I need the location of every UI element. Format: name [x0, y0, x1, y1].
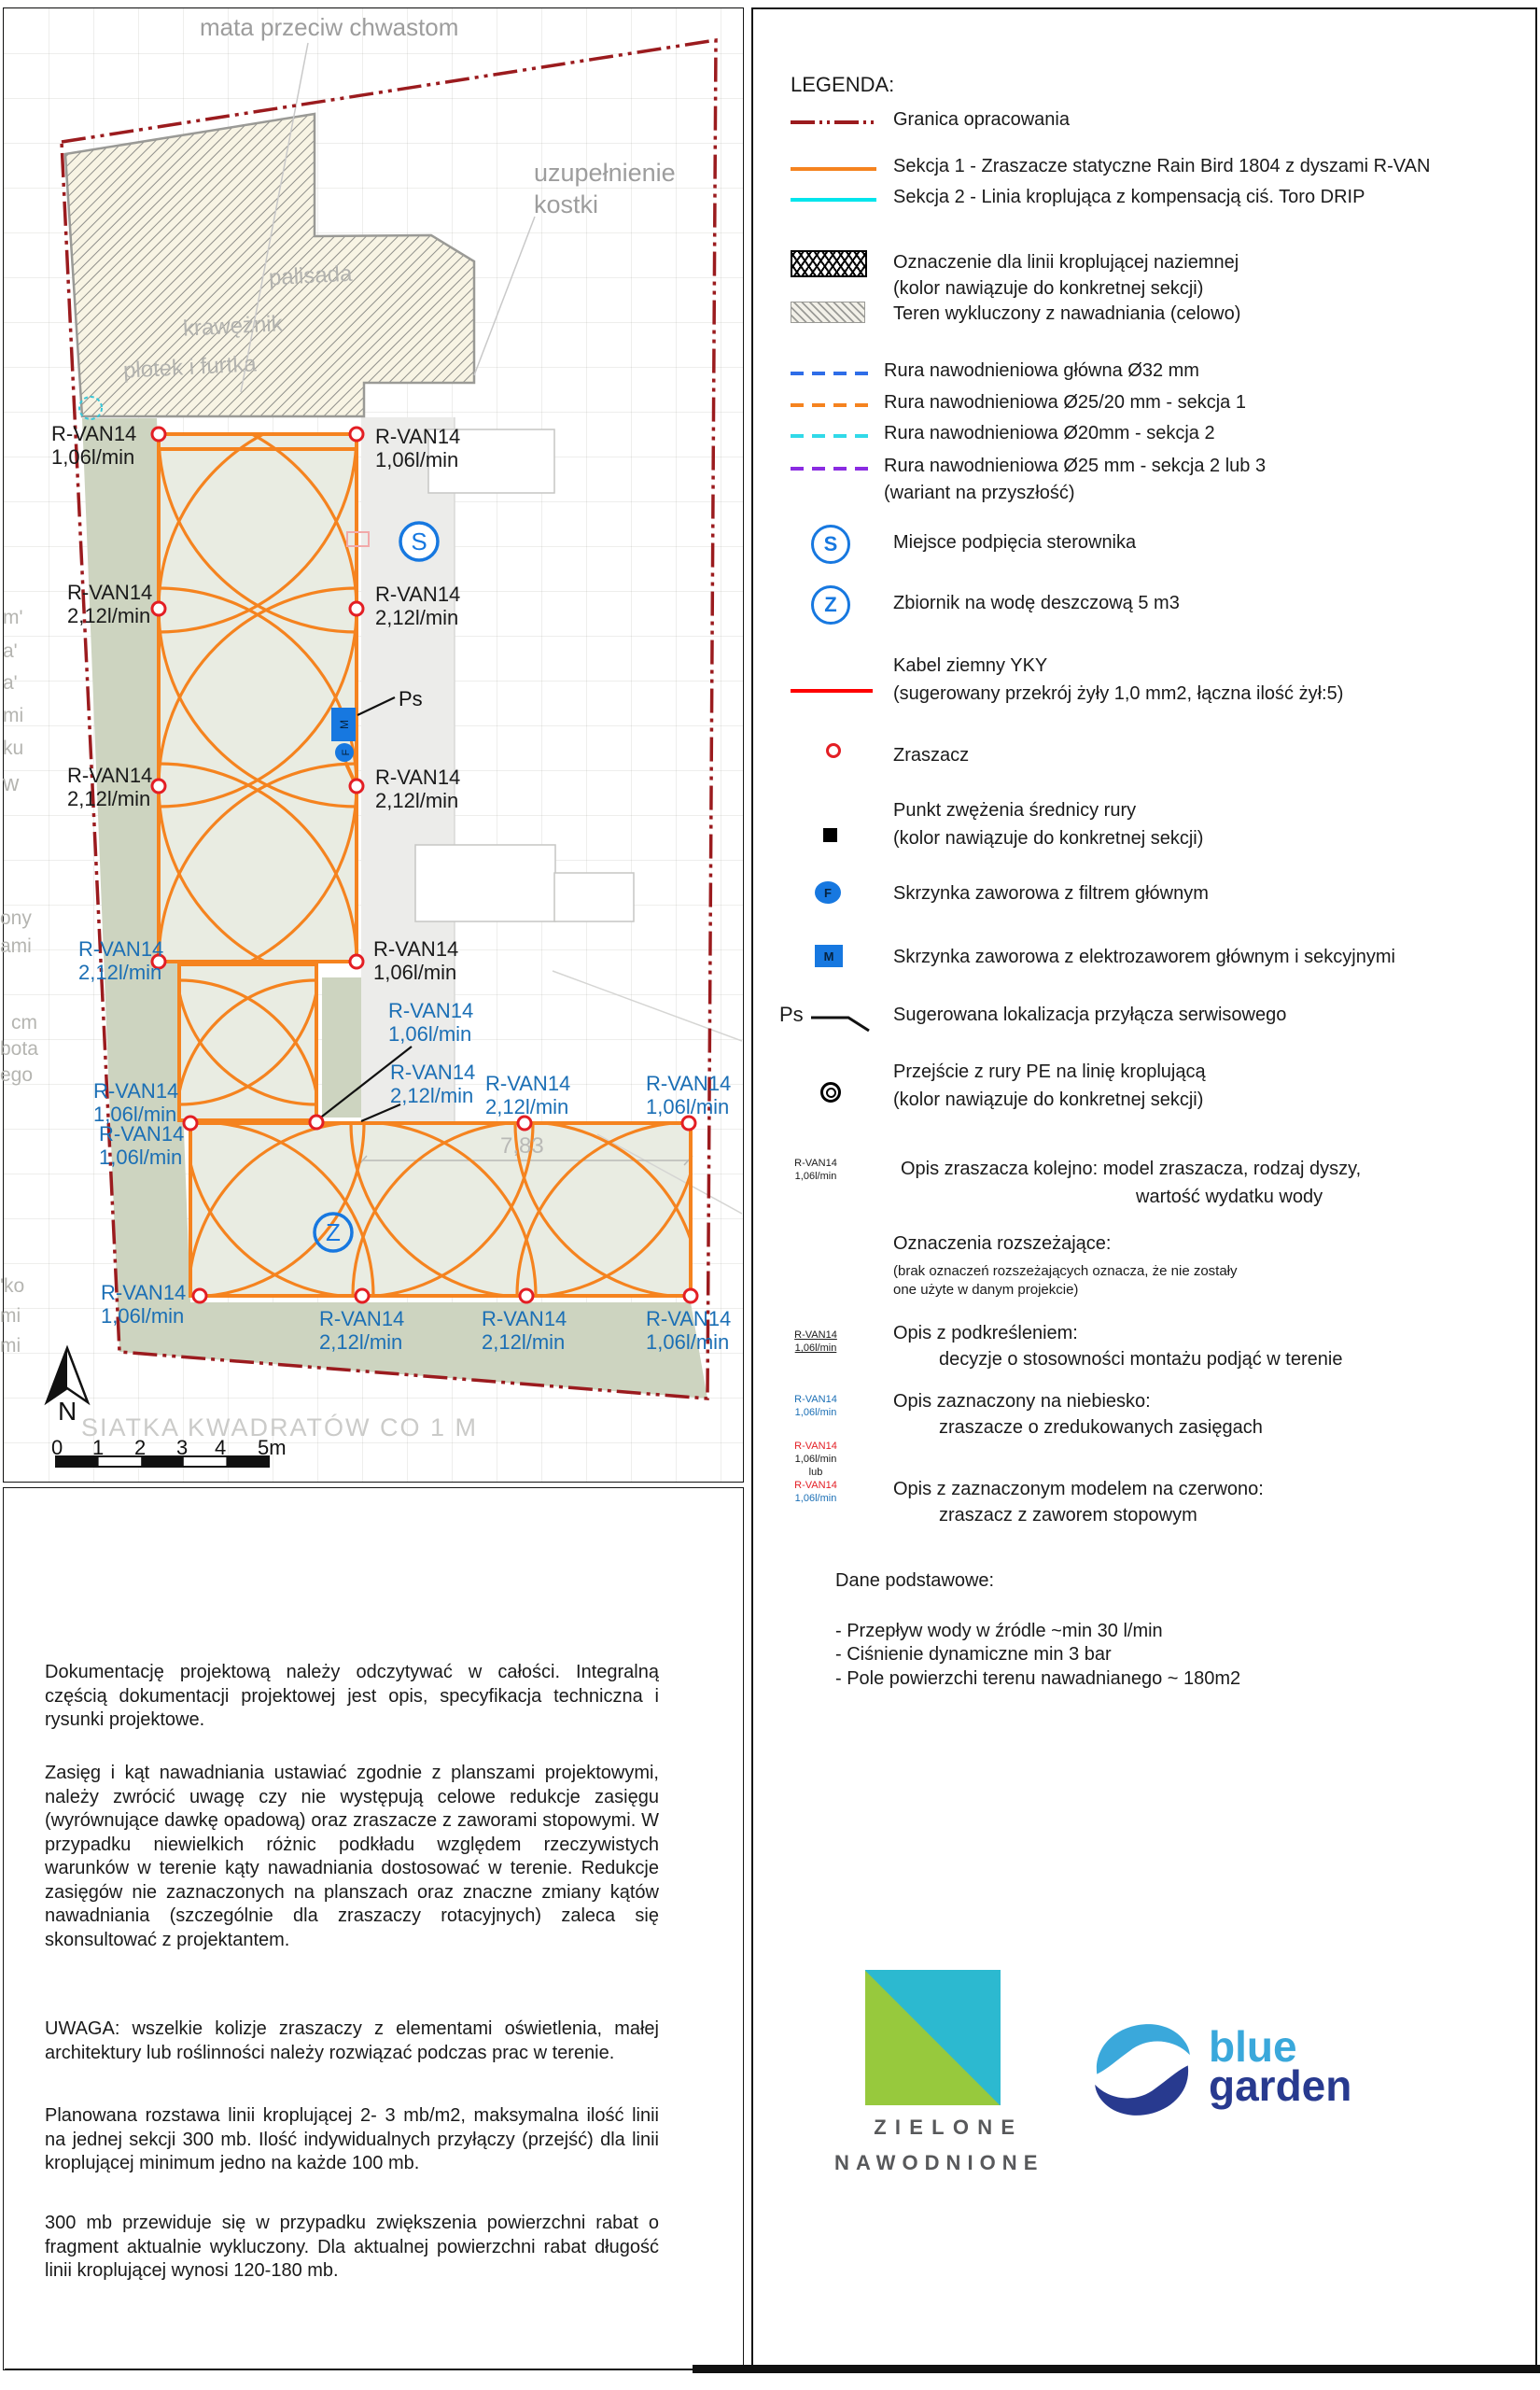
legend-sublabel: (kolor nawiązuje do konkretnej sekcji): [893, 1090, 1204, 1110]
legend-label: Opis z zaznaczonym modelem na czerwono:: [893, 1479, 1264, 1499]
note-paragraph: 300 mb przewiduje się w przypadku zwiększenia powierzchni rabat o fragment aktualnie wykluczony. Dla aktualnej powierzchni rabat długość linii kroplującej wynosi 120-180 mb.: [45, 2213, 659, 2281]
plan-text: Ps: [399, 687, 423, 710]
legend-label: Sekcja 2 - Linia kroplująca z kompensacją ciś. Toro DRIP: [893, 187, 1365, 207]
plan-text: w: [3, 771, 20, 796]
zielone-nawodnione-logo: [865, 1970, 1001, 2105]
plan-text: palisada: [268, 260, 354, 291]
sprinkler-label: R-VAN14 2,12l/min: [390, 1061, 476, 1107]
sprinkler-label: R-VAN14 2,12l/min: [485, 1072, 571, 1118]
basic-data-line: - Pole powierzchi terenu nawadnianego ~ 180m2: [835, 1668, 1241, 1689]
plan-text: uzupełnienie: [534, 159, 676, 187]
svg-text:Z: Z: [326, 1218, 341, 1246]
filter-box-letter: F: [341, 749, 352, 756]
legend-sublabel: zraszacz z zaworem stopowym: [939, 1505, 1197, 1525]
pipe-s1-swatch: [791, 401, 876, 409]
plan-text: 7,83: [500, 1133, 544, 1159]
legend-label: Rura nawodnieniowa Ø25 mm - sekcja 2 lub 3: [884, 456, 1267, 476]
blue-garden-text-garden: garden: [1209, 2061, 1352, 2110]
sprinkler-label: R-VAN14 2,12l/min: [375, 766, 461, 812]
plan-text: a': [3, 640, 18, 662]
basic-data-title: Dane podstawowe:: [835, 1570, 995, 1591]
legend-sublabel: zraszacze o zredukowanych zasięgach: [939, 1417, 1263, 1438]
sprinkler-label: R-VAN14 2,12l/min: [67, 764, 153, 810]
blue-garden-text-blue: blue: [1209, 2022, 1297, 2071]
legend-label: Sekcja 1 - Zraszacze statyczne Rain Bird 1804 z dyszami R-VAN: [893, 156, 1431, 176]
legend-sublabel: (kolor nawiązuje do konkretnej sekcji): [893, 278, 1204, 299]
legend-label: Oznaczenie dla linii kroplującej naziemnej: [893, 252, 1239, 273]
legend-sublabel: decyzje o stosowności montażu podjąć w terenie: [939, 1349, 1343, 1370]
plan-text: bota: [0, 1038, 38, 1060]
plan-text: m': [3, 607, 23, 628]
legend-sublabel: wartość wydatku wody: [1136, 1187, 1323, 1207]
plan-text: cm: [11, 1012, 37, 1033]
legend-label: Sugerowana lokalizacja przyłącza serwisowego: [893, 1005, 1287, 1025]
basic-data-line: - Przepływ wody w źródle ~min 30 l/min: [835, 1621, 1163, 1641]
plan-text: 'ko: [0, 1275, 25, 1297]
sprinkler-label: R-VAN14 2,12l/min: [319, 1307, 405, 1354]
plan-text: ami: [0, 935, 32, 957]
cable-line-swatch: [791, 689, 873, 693]
note-paragraph: Zasięg i kąt nawadniania ustawiać zgodnie z planszami projektowymi, należy zwrócić uwagę czy nie występują celowe redukcje zasięgu (wyrównujące dawkę opadową) oraz zraszacze z zaworami stopowymi. W przypadku niewielkich różnic podkładu względem rzeczywistych warunków w terenie kąty nawadniania dostosować w terenie. Redukcje zasięgów nie zaznaczonych na planszach oraz znaczne zmiany kątów nawadniania (szczególnie dla zraszaczy rotacyjnych) zaleca się skonsultować z projektantem.: [45, 1763, 659, 1950]
blue-garden-logo-icon: [1087, 2015, 1197, 2125]
svg-text:S: S: [411, 527, 427, 555]
sprinkler-label-swatch: R-VAN14 1,06l/min: [794, 1158, 837, 1182]
sprinkler-label: R-VAN14 1,06l/min: [99, 1122, 185, 1169]
sprinkler-label: R-VAN14 1,06l/min: [93, 1079, 179, 1126]
plan-text: 2: [134, 1436, 147, 1459]
underlined-label-swatch: R-VAN14 1,06l/min: [794, 1329, 837, 1354]
valve-symbol-swatch: M: [815, 945, 843, 967]
zielone-logo-text-1: ZIELONE: [874, 2116, 1024, 2139]
blue-label-swatch: R-VAN14 1,06l/min: [794, 1394, 837, 1418]
legend-label: Rura nawodnieniowa główna Ø32 mm: [884, 360, 1199, 381]
dripline-crosshatch-swatch: [791, 250, 867, 277]
plan-text: 3: [176, 1436, 189, 1459]
controller-symbol-swatch: S: [811, 525, 850, 564]
plan-text: mata przeciw chwastom: [200, 13, 459, 41]
plan-text: ku: [3, 738, 24, 759]
sprinkler-label: R-VAN14 1,06l/min: [646, 1072, 732, 1118]
basic-data-line: - Ciśnienie dynamiczne min 3 bar: [835, 1644, 1112, 1665]
legend-label: Zraszacz: [893, 745, 970, 766]
plan-text: mi: [0, 1335, 21, 1357]
legend-label: Teren wykluczony z nawadniania (celowo): [893, 303, 1241, 324]
sprinkler-label: R-VAN14 2,12l/min: [482, 1307, 567, 1354]
filter-symbol-swatch: F: [815, 881, 841, 904]
note-paragraph: Dokumentację projektową należy odczytywać w całości. Integralną częścią dokumentacji projektowej jest opis, specyfikacja techniczna i rysunki projektowe.: [45, 1662, 659, 1730]
plan-text: 5m: [258, 1436, 287, 1459]
sprinkler-label: R-VAN14 1,06l/min: [388, 999, 474, 1046]
plan-text: kostki: [534, 190, 599, 218]
legend-label: Zbiornik na wodę deszczową 5 m3: [893, 593, 1180, 613]
legend-label: Przejście z rury PE na linię kroplującą: [893, 1061, 1206, 1082]
legend-label: Rura nawodnieniowa Ø25/20 mm - sekcja 1: [884, 392, 1246, 413]
ps-line-swatch: [811, 1010, 876, 1033]
plan-text: mi: [0, 1305, 21, 1327]
boundary-line-swatch: [791, 119, 876, 126]
red-model-label-swatch: R-VAN14 1,06l/min lub R-VAN14 1,06l/min: [794, 1441, 837, 1504]
legend-label: Skrzynka zaworowa z elektrozaworem głównym i sekcyjnymi: [893, 947, 1395, 967]
sprinkler-label: R-VAN14 1,06l/min: [646, 1307, 732, 1354]
legend-label: Rura nawodnieniowa Ø20mm - sekcja 2: [884, 423, 1215, 443]
plan-text: N: [58, 1397, 77, 1426]
pipe-s2-swatch: [791, 432, 876, 440]
notes-panel: [3, 1487, 744, 2370]
legend-sublabel: (sugerowany przekrój żyły 1,0 mm2, łączna ilość żył:5): [893, 683, 1344, 704]
pe-transition-swatch: [820, 1082, 841, 1103]
legend-sublabel: one użyte w danym projekcie): [893, 1282, 1079, 1298]
sprinkler-label: R-VAN14 2,12l/min: [78, 937, 164, 984]
section2-line-swatch: [791, 196, 876, 204]
plan-text: SIATKA KWADRATÓW CO 1 M: [81, 1413, 479, 1441]
plan-text: płotek i furtka: [122, 351, 258, 384]
bottom-rule-thick: [693, 2365, 1540, 2373]
legend-label: Skrzynka zaworowa z filtrem głównym: [893, 883, 1209, 904]
reducer-swatch: [823, 828, 837, 842]
plan-text: 0: [51, 1436, 63, 1459]
plan-text: mi: [3, 705, 24, 726]
tank-symbol-swatch: Z: [811, 585, 850, 625]
legend-sublabel: (wariant na przyszłość): [884, 483, 1075, 503]
note-paragraph: UWAGA: wszelkie kolizje zraszaczy z elementami oświetlenia, małej architektury lub roślinności należy rozwiązać podczas prac w terenie.: [45, 2018, 659, 2063]
legend-label: Punkt zwężenia średnicy rury: [893, 800, 1137, 821]
plan-text: ony: [0, 907, 32, 929]
sprinkler-label: R-VAN14 1,06l/min: [375, 425, 461, 471]
plan-text: 4: [215, 1436, 227, 1459]
legend-label: Opis z podkreśleniem:: [893, 1323, 1078, 1343]
legend-title: LEGENDA:: [791, 73, 895, 96]
legend-sublabel: (kolor nawiązuje do konkretnej sekcji): [893, 828, 1204, 849]
sprinkler-label: R-VAN14 1,06l/min: [51, 422, 137, 469]
sprinkler-label: R-VAN14 1,06l/min: [101, 1281, 187, 1328]
pipe-s23-swatch: [791, 465, 876, 472]
legend-panel: [751, 7, 1537, 2370]
plan-text: a': [3, 672, 18, 694]
sprinkler-label: R-VAN14 1,06l/min: [373, 937, 459, 984]
valve-box-letter: M: [338, 720, 351, 729]
legend-label: Opis zraszacza kolejno: model zraszacza, rodzaj dyszy,: [901, 1159, 1362, 1179]
excluded-area-swatch: [791, 302, 865, 323]
sprinkler-label: R-VAN14 2,12l/min: [375, 583, 461, 629]
legend-label: Oznaczenia rozszeżające:: [893, 1233, 1112, 1254]
legend-label: Opis zaznaczony na niebiesko:: [893, 1391, 1151, 1412]
legend-label: Granica opracowania: [893, 109, 1070, 130]
legend-sublabel: (brak oznaczeń rozszeżających oznacza, że nie zostały: [893, 1263, 1238, 1279]
zielone-logo-text-2: NAWODNIONE: [834, 2151, 1044, 2174]
bottom-rule-thin: [5, 2369, 693, 2370]
plan-text-layer: [0, 0, 747, 1484]
plan-text: 1: [92, 1436, 105, 1459]
section1-line-swatch: [791, 165, 876, 173]
main-pipe-swatch: [791, 370, 876, 377]
sprinkler-swatch: [826, 743, 841, 758]
plan-text: krawężnik: [182, 311, 284, 342]
note-paragraph: Planowana rozstawa linii kroplującej 2- 3 mb/m2, maksymalna ilość linii na jednej sekcji 300 mb. Ilość indywidualnych przyłączy (przejść) dla linii kroplującej minimum jedno na każde 100 mb.: [45, 2105, 659, 2173]
ps-symbol-swatch: Ps: [779, 1003, 804, 1026]
legend-label: Miejsce podpięcia sterownika: [893, 532, 1137, 553]
plan-text: ego: [0, 1064, 34, 1086]
legend-label: Kabel ziemny YKY: [893, 655, 1048, 676]
sprinkler-label: R-VAN14 2,12l/min: [67, 581, 153, 627]
